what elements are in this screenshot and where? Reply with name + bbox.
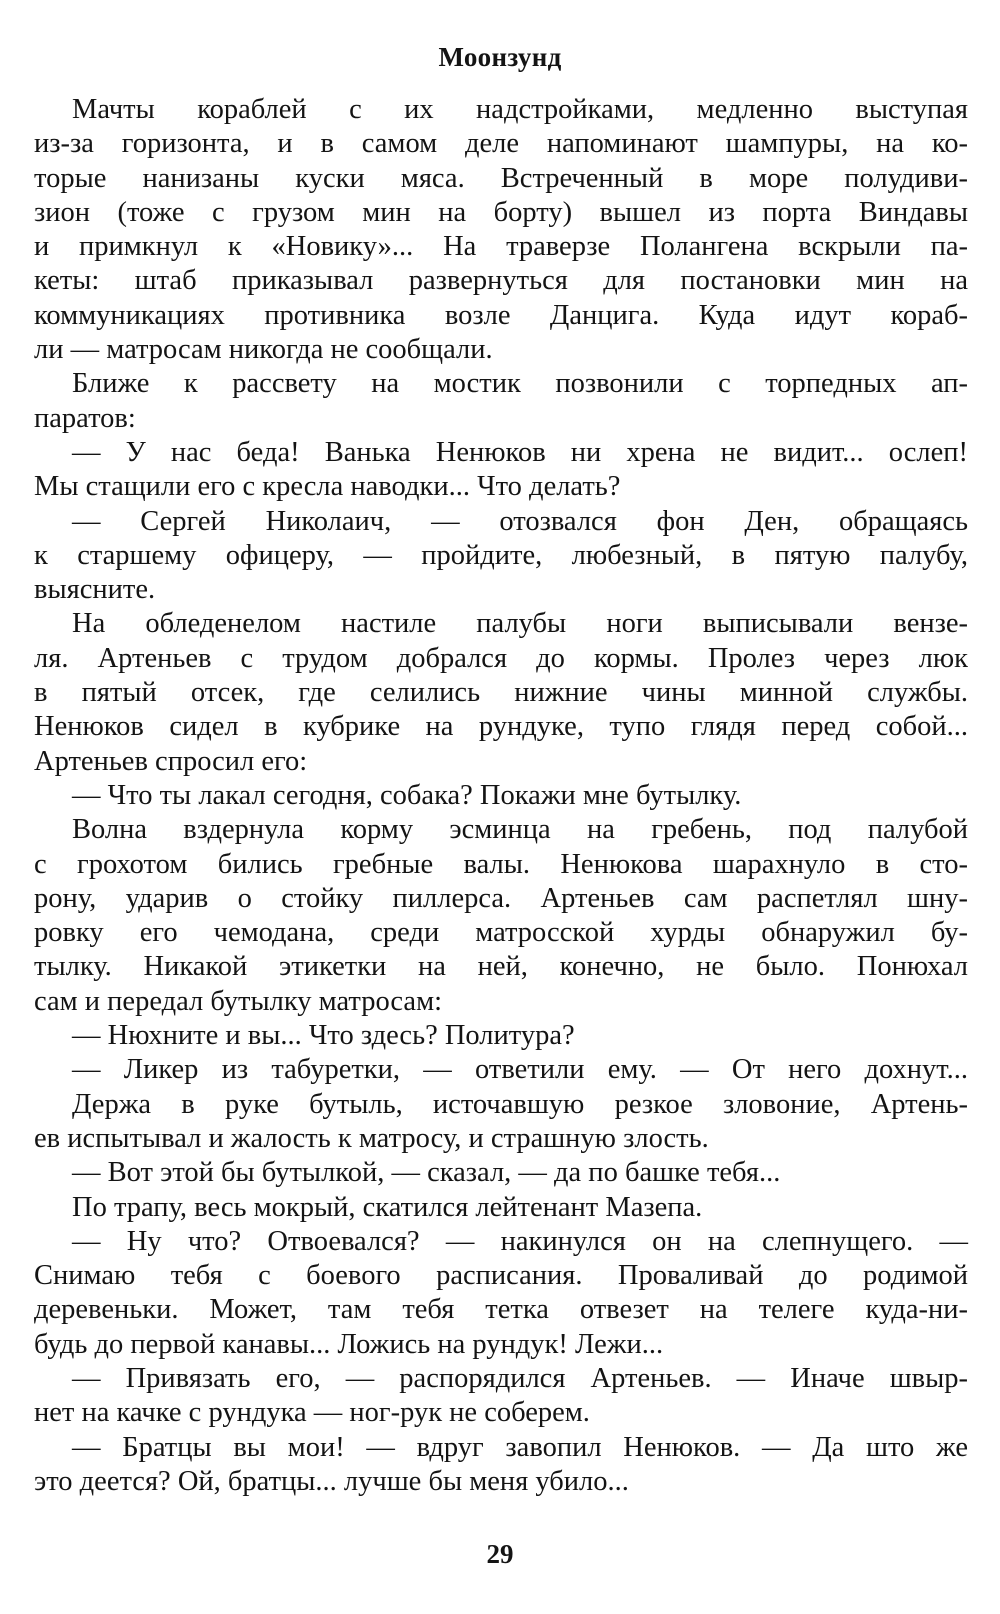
text-line: Держа в руке бутыль, источавшую резкое зловоние, Артень- xyxy=(72,1088,968,1120)
text-line: ев испытывал и жалость к матросу, и страшную злость. xyxy=(34,1122,709,1154)
text-line: Снимаю тебя с боевого расписания. Проваливай до родимой xyxy=(34,1260,968,1292)
text-line: ля. Артеньев с трудом добрался до кормы. Пролез через люк xyxy=(34,642,968,674)
text-line: — Нюхните и вы... Что здесь? Политура? xyxy=(72,1020,575,1052)
text-line: коммуникациях противника возле Данцига. Куда идут кораб- xyxy=(34,299,968,331)
text-line: — Ликер из табуретки, — ответили ему. — От него дохнут... xyxy=(72,1054,968,1086)
text-line: Ненюков сидел в кубрике на рундуке, тупо глядя перед собой... xyxy=(34,711,968,743)
text-line: тылку. Никакой этикетки на ней, конечно, не было. Понюхал xyxy=(34,951,968,983)
text-line: Мачты кораблей с их надстройками, медленно выступая xyxy=(72,94,968,125)
body-text xyxy=(34,93,968,1499)
text-line: — Ну что? Отвоевался? — накинулся он на слепнущего. — xyxy=(72,1225,968,1257)
text-line: деревеньки. Может, там тебя тетка отвезет на телеге куда-ни- xyxy=(34,1294,968,1326)
text-line: с грохотом бились гребные валы. Ненюкова шарахнуло в сто- xyxy=(34,848,968,880)
running-head-title: Моонзунд xyxy=(438,42,562,72)
text-line: сам и передал бутылку матросам: xyxy=(34,985,443,1017)
text-line: нет на качке с рундука — ног-рук не соберем. xyxy=(34,1397,590,1429)
text-line: ли — матросам никогда не сообщали. xyxy=(34,334,493,366)
text-line: к старшему офицеру, — пройдите, любезный, в пятую палубу, xyxy=(34,539,968,571)
text-line: На обледенелом настиле палубы ноги выписывали вензе- xyxy=(72,608,968,640)
text-line: — Вот этой бы бутылкой, — сказал, — да по башке тебя... xyxy=(72,1157,781,1189)
text-line: Артеньев спросил его: xyxy=(34,745,308,777)
text-line: — Привязать его, — распорядился Артеньев. — Иначе швыр- xyxy=(72,1362,968,1394)
text-line: По трапу, весь мокрый, скатился лейтенант Мазепа. xyxy=(72,1191,703,1223)
text-line: выясните. xyxy=(34,574,156,606)
text-line: Волна вздернула корму эсминца на гребень, под палубой xyxy=(72,814,968,846)
text-line: в пятый отсек, где селились нижние чины минной службы. xyxy=(34,677,968,709)
text-line: торые нанизаны куски мяса. Встреченный в море полудиви- xyxy=(34,162,968,194)
text-line: Мы стащили его с кресла наводки... Что делать? xyxy=(34,471,621,503)
text-line: из-за горизонта, и в самом деле напоминают шампуры, на ко- xyxy=(34,128,968,160)
text-line: — Сергей Николаич, — отозвался фон Ден, обращаясь xyxy=(72,505,968,537)
text-line: будь до первой канавы... Ложись на рундук! Лежи... xyxy=(34,1328,664,1360)
text-line: и примкнул к «Новику»... На траверзе Полангена вскрыли па- xyxy=(34,231,968,263)
text-line: рону, ударив о стойку пиллерса. Артеньев сам распетлял шну- xyxy=(34,882,968,914)
text-line: кеты: штаб приказывал развернуться для постановки мин на xyxy=(34,265,968,297)
text-line: зион (тоже с грузом мин на борту) вышел из порта Виндавы xyxy=(34,196,968,228)
page-number: 29 xyxy=(486,1539,514,1569)
text-line: — Что ты лакал сегодня, собака? Покажи мне бутылку. xyxy=(72,779,742,811)
text-line: — У нас беда! Ванька Ненюков ни хрена не видит... ослеп! xyxy=(72,436,968,468)
text-line: Ближе к рассвету на мостик позвонили с торпедных ап- xyxy=(72,368,968,400)
text-line: паратов: xyxy=(34,402,136,434)
text-line: это деется? Ой, братцы... лучше бы меня убило... xyxy=(34,1465,629,1497)
text-line: — Братцы вы мои! — вдруг завопил Ненюков. — Да што же xyxy=(72,1431,968,1463)
text-line: ровку его чемодана, среди матросской хурды обнаружил бу- xyxy=(34,917,968,949)
